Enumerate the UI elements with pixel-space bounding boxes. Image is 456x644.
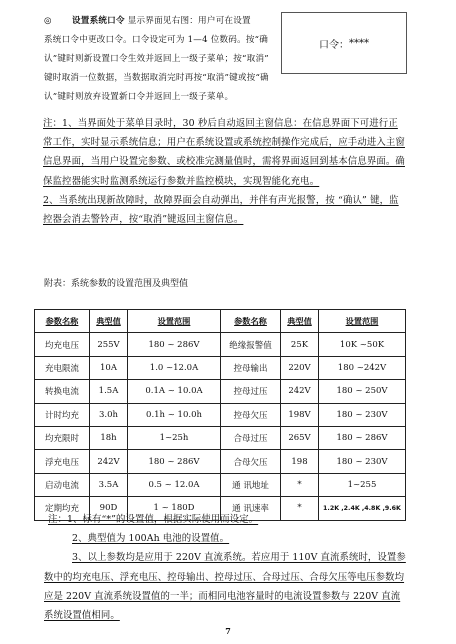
password-value: **** [349,37,369,49]
table-row [35,473,406,496]
parameter-table [34,309,406,521]
intro-text-line: 认”键时则放弃设置新口令并返回上一级子菜单。 [44,92,234,102]
table-header: 参数名称 [35,310,90,333]
table-header: 典型值 [281,310,319,333]
table-header-row [35,310,406,333]
password-label: 口令： [319,39,349,51]
table-cell: 合母欠压 [221,450,281,473]
footnote-1: 注：1、标有“*”的设置值，根据实际使用而设定。 [48,514,259,525]
table-row [35,356,406,379]
table-cell: 265V [281,426,319,449]
table-cell: 计时均充 [35,403,90,426]
table-cell: 控母过压 [221,380,281,403]
intro-text-line: 键时取消一位数据，当数据取消完时再按“取消”键或按“确 [44,73,269,83]
table-cell: 转换电流 [35,380,90,403]
table-cell: 通 讯地址 [221,473,281,496]
table-cell: 1~25h [128,426,221,449]
section-heading: 设置系统口令 [72,16,125,26]
table-cell: 1 ~ 180D [128,497,221,520]
footnote-2: 2、典型值为 100Ah 电池的设置值。 [72,533,230,545]
intro-section [44,12,276,107]
table-cell: 180 ~ 286V [128,450,221,473]
note-1: 注：1、当界面处于菜单目录时，30 秒后自动返回主窗信息：在信息界面下可进行正常工作，实时显示系统信息；用户在系统设置或系统控制操作完成后，应手动进入主窗信息界面，当用户设置完参数、或校准完测量值时，需将界面返回到基本信息界面。确保监控器能实时监测系统运行参数并监控模块，实现智能化充电。 [43,118,405,187]
table-cell: 180 ~ 286V [319,426,406,449]
table-header: 设置范围 [319,310,406,333]
footnotes-section [44,510,408,625]
note-2: 2、当系统出现新故障时，故障界面会自动弹出，并伴有声光报警，按 “确认” 键，监控器会消去警铃声，按“取消”键返回主窗信息。 [43,194,399,226]
table-cell: 合母过压 [221,426,281,449]
table-header: 设置范围 [128,310,221,333]
table-cell: 180 ~ 250V [319,380,406,403]
table-cell: 242V [281,380,319,403]
table-cell: 通 讯速率 [221,497,281,520]
table-cell: 定期均充 [35,497,90,520]
table-cell: 控母输出 [221,356,281,379]
table-cell: 1.0 ~12.0A [128,356,221,379]
table-cell: 25K [281,333,319,356]
page-number: 7 [225,626,231,636]
table-cell: 启动电流 [35,473,90,496]
password-display-box [281,12,407,74]
table-cell: 3.0h [90,403,128,426]
table-cell: 220V [281,356,319,379]
table-cell: 10A [90,356,128,379]
table-cell: 绝缘报警值 [221,333,281,356]
table-cell: 0.1A ~ 10.0A [128,380,221,403]
table-cell: 3.5A [90,473,128,496]
table-row [35,403,406,426]
table-cell: 180 ~ 230V [319,403,406,426]
table-header: 参数名称 [221,310,281,333]
table-cell: 180 ~ 230V [319,450,406,473]
table-row [35,426,406,449]
table-cell: 180 ~ 286V [128,333,221,356]
table-header: 典型值 [90,310,128,333]
table-cell: * [281,473,319,496]
bullet-icon: ◎ [44,16,52,26]
table-cell: 1.2K ,2.4K ,4.8K ,9.6K [319,497,406,520]
table-cell: 198V [281,403,319,426]
table-cell: 控母欠压 [221,403,281,426]
table-cell: 1.5A [90,380,128,403]
intro-text-line: 认”键时则新设置口令生效并返回上一级子菜单；按“取消” [44,54,269,64]
table-cell: 均充电压 [35,333,90,356]
footnote-3: 3、以上参数均是应用于 220V 直流系统。若应用于 110V 直流系统时，设置参数中的均充电压、浮充电压、控母输出、控母过压、合母过压、合母欠压等电压参数均应是 220V 直流系统设置值的一半；而相同电池容量时的电流设置参数与 220V 直流系统设置值相同。 [44,552,406,622]
table-cell: * [281,497,319,520]
table-cell: 255V [90,333,128,356]
table-cell: 1~255 [319,473,406,496]
table-cell: 均充限时 [35,426,90,449]
table-cell: 198 [281,450,319,473]
intro-text-line1: 显示界面见右图：用户可在设置 [127,16,251,26]
table-row [35,450,406,473]
table-cell: 90D [90,497,128,520]
table-cell: 0.1h ~ 10.0h [128,403,221,426]
table-cell: 18h [90,426,128,449]
intro-text-line: 系统口令中更改口令。口令设定可为 1—4 位数码。按“确 [44,35,269,45]
appendix-title: 附表：系统参数的设置范围及典型值 [44,279,189,289]
table-cell: 0.5 ~ 12.0A [128,473,221,496]
table-cell: 充电限流 [35,356,90,379]
table-cell: 10K ~50K [319,333,406,356]
table-row [35,333,406,356]
table-cell: 180 ~242V [319,356,406,379]
table-cell: 浮充电压 [35,450,90,473]
notes-section [43,114,405,229]
table-cell: 242V [90,450,128,473]
table-row [35,380,406,403]
